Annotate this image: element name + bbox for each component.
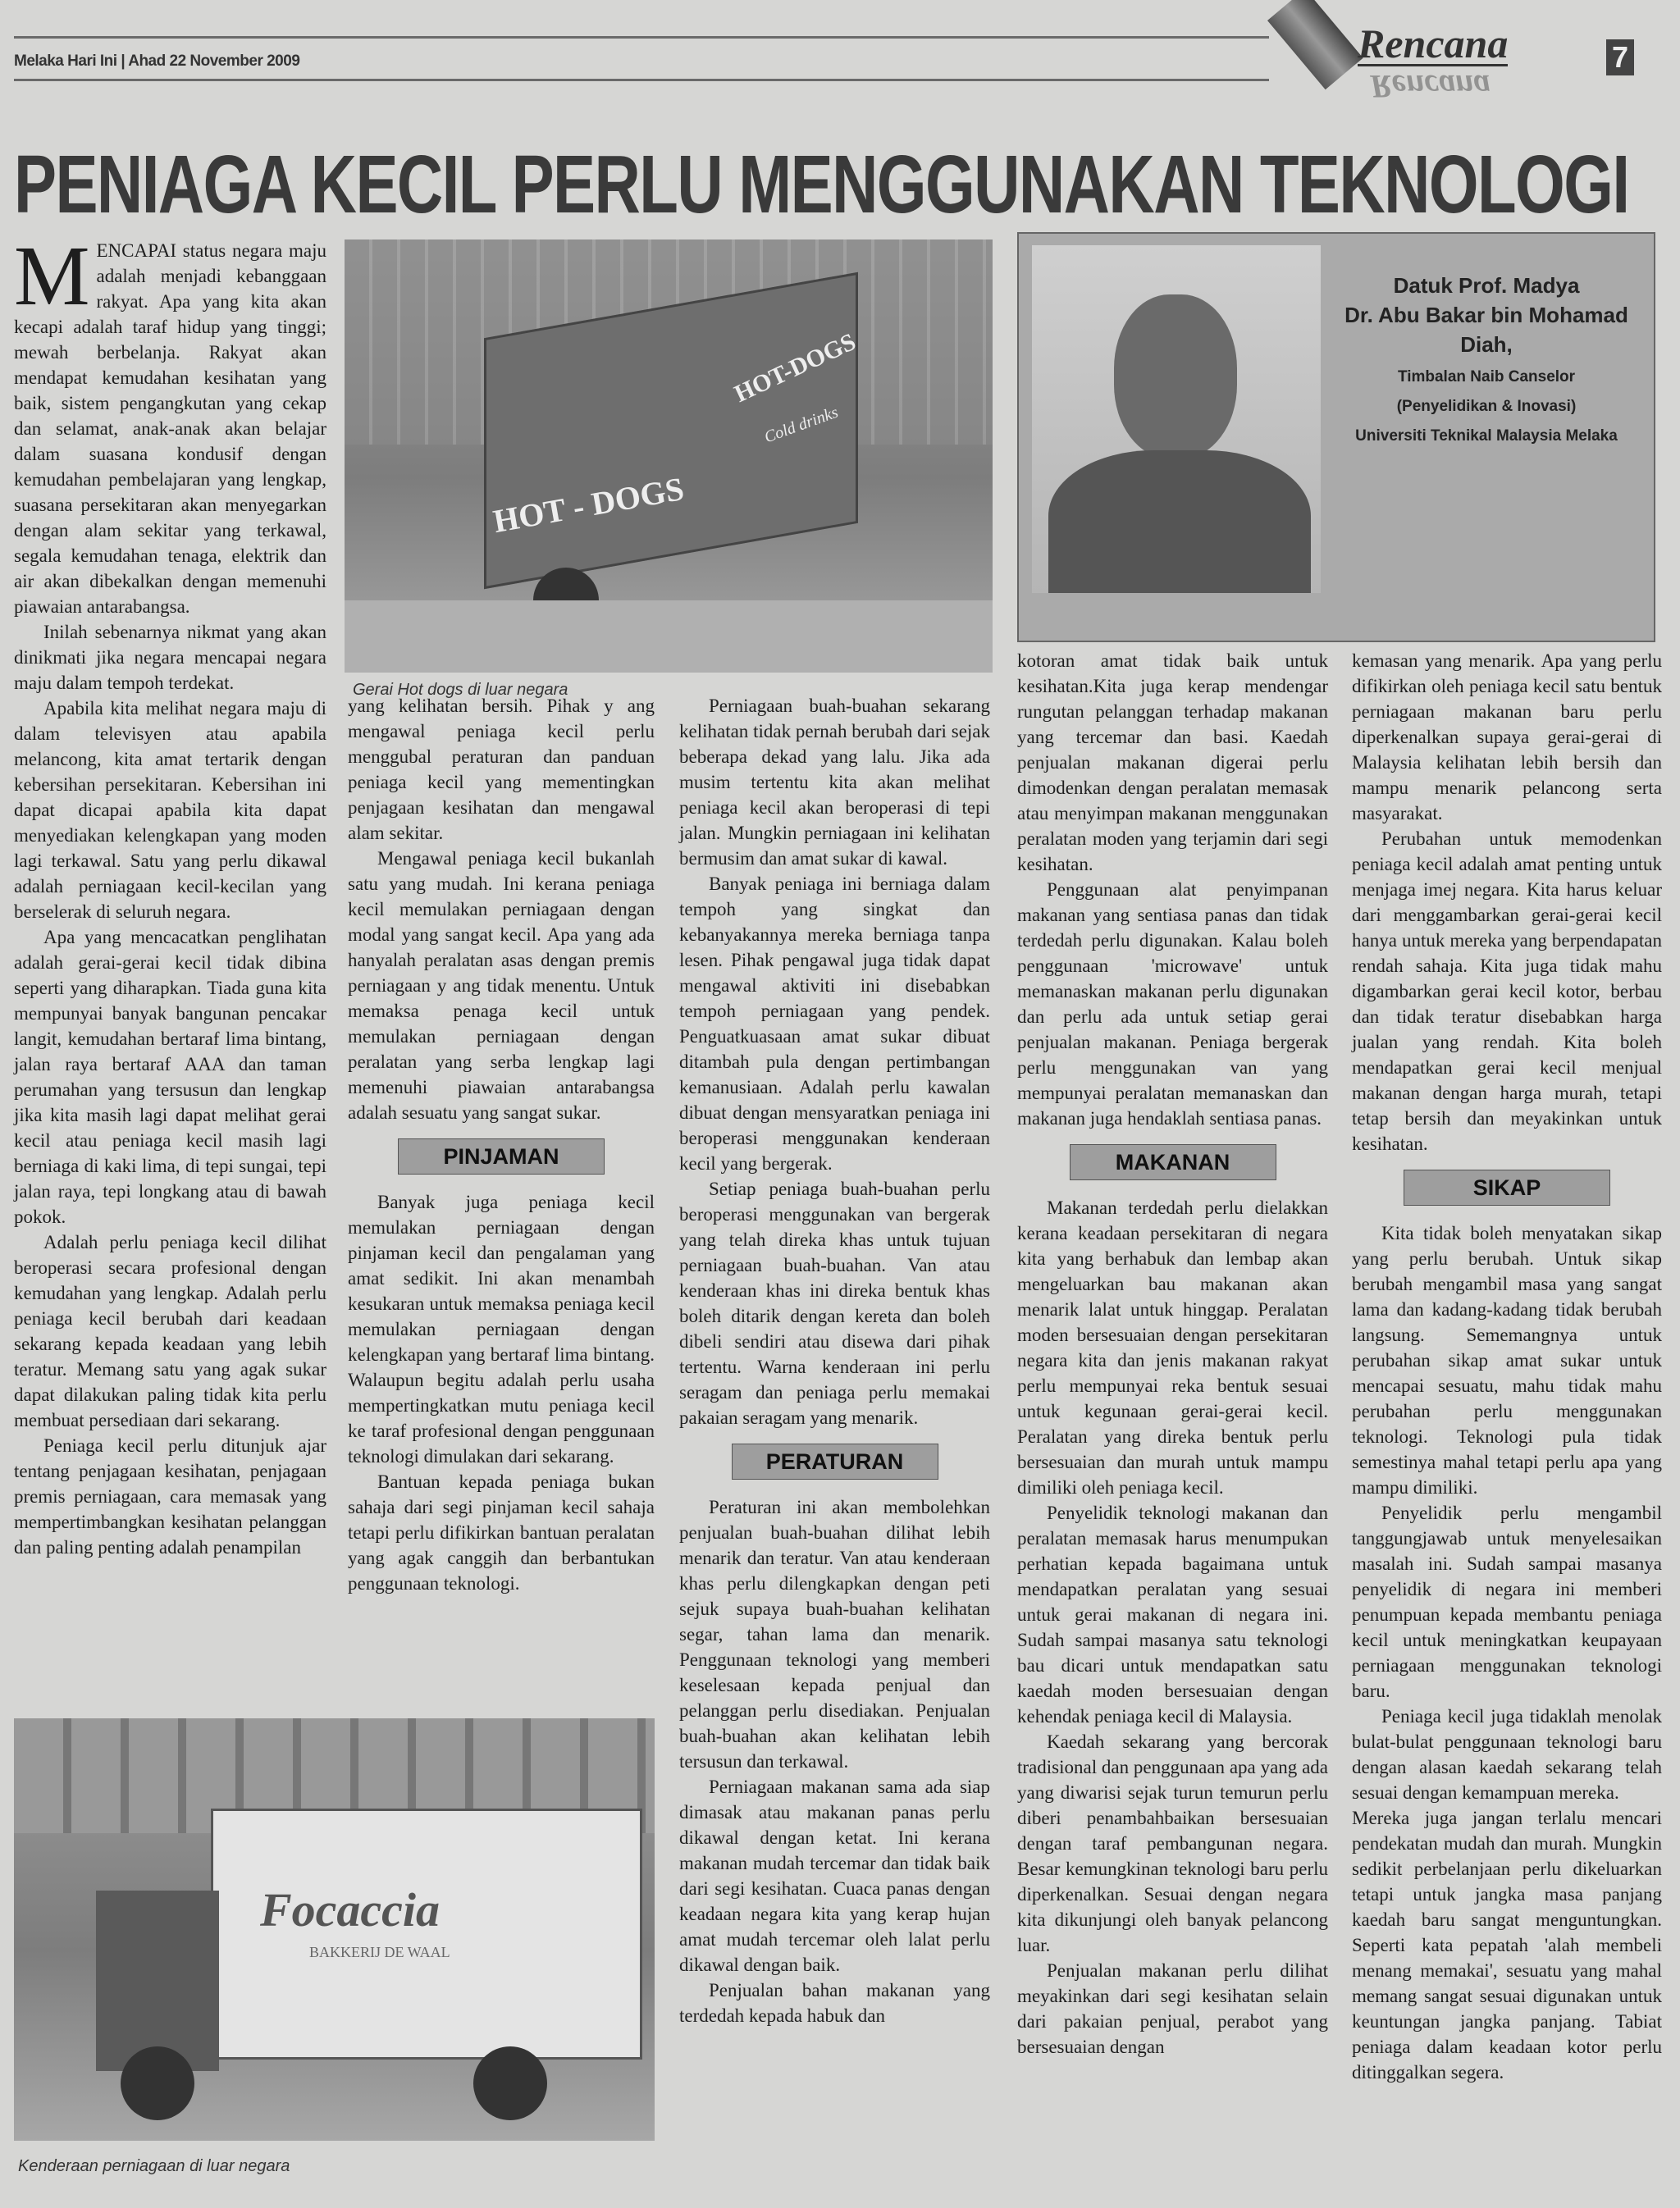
hotdog-stall-photo (345, 240, 993, 673)
subheading: PINJAMAN (398, 1138, 605, 1175)
paragraph: Mereka juga jangan terlalu mencari pendekatan mudah dan murah. Mungkin sedikit perbelanjaan perlu dikeluarkan tetapi untuk jangka masa panjang kaedah baru sangat menguntungkan. Seperti kata pepatah 'alah membeli menang memakai', sesuatu yang mahal memang sangat sesuai digunakan untuk keuntungan jangka panjang. Tabiat peniaga dalam keadaan kotor perlu ditinggalkan segera. (1352, 1808, 1662, 2083)
paragraph: Perniagaan buah-buahan sekarang kelihatan tidak pernah berubah dari sejak beberapa dekad yang lalu. Jika ada musim tertentu kita akan melihat peniaga kecil akan beroperasi di tepi jalan. Mungkin perniagaan ini kelihatan bermusim dan amat sukar di kawal. (679, 696, 990, 869)
pen-icon (1267, 0, 1363, 89)
paragraph: Adalah perlu peniaga kecil dilihat beroperasi secara profesional dengan kemudahan yang lengkap. Adalah perlu peniaga kecil berubah dari keadaan sekarang kepada keadaan yang lebih teratur. Memang satu yang agak sukar dapat dilakukan paling tidak kita perlu membuat persediaan dari sekarang. (14, 1232, 326, 1430)
drop-cap: M (14, 229, 90, 323)
header-rule-bottom (14, 79, 1269, 81)
photo-lettering: BAKKERIJ DE WAAL (309, 1944, 450, 1960)
focaccia-van-photo (14, 1718, 655, 2141)
paragraph: Penyelidik perlu mengambil tanggungjawab untuk menyelesaikan masalah ini. Sudah sampai masanya penyelidik di negara ini memberi penumpuan kepada membantu peniaga kecil untuk meningkatkan keupayaan perniagaan menggunakan teknologi baru. (1352, 1503, 1662, 1701)
section-logo (1259, 16, 1620, 107)
paragraph: Penjualan bahan makanan yang terdedah kepada habuk dan (679, 1980, 990, 2026)
author-portrait (1032, 245, 1321, 593)
author-title: Datuk Prof. Madya (1393, 273, 1580, 298)
paragraph: Peraturan ini akan membolehkan penjualan buah-buahan dilihat lebih menarik dan teratur. Van atau kenderaan khas perlu dilengkapkan dengan peti sejuk supaya buah-buahan kelihatan segar, tahan lama dan menarik. Penggunaan teknologi yang memberi keselesaan kepada penjual dan pelanggan perlu disediakan. Penjualan buah-buahan akan kelihatan lebih tersusun dan terkawal. (679, 1497, 990, 1772)
author-box (1017, 232, 1655, 642)
photo-lettering: Focaccia (260, 1883, 441, 1937)
paragraph: Banyak peniaga ini berniaga dalam tempoh yang singkat dan kebanyakannya mereka berniaga tanpa lesen. Pihak pengawal juga tidak dapat mengawal aktiviti ini disebabkan tempoh perniagaan yang pendek. Penguatkuasaan amat sukar dibuat ditambah pula dengan pertimbangan kemanusiaan. Adalah perlu kawalan dibuat dengan mensyaratkan peniaga ini beroperasi menggunakan kenderaan kecil yang bergerak. (679, 874, 990, 1174)
subheading: PERATURAN (732, 1444, 938, 1480)
author-name-cont: Diah, (1460, 332, 1513, 357)
article-column-3 (679, 693, 990, 2028)
paragraph: Penggunaan alat penyimpanan makanan yang sentiasa panas dan tidak terdedah perlu digunakan. Kalau boleh penggunaan 'microwave' untuk memanaskan makanan perlu digunakan dan perlu ada untuk setiap gerai penjualan makanan. Peniaga bergerak perlu menggunakan van yang mempunyai peralatan memanaskan dan makanan juga hendaklah sentiasa panas. (1017, 879, 1328, 1129)
article-column-1 (14, 229, 326, 1560)
paragraph: Kaedah sekarang yang bercorak tradisional dan penggunaan apa yang ada yang diwarisi sejak turun temurun perlu diberi penambahbaikan bersesuaian dengan taraf pembangunan negara. Besar kemungkinan teknologi baru perlu diperkenalkan. Sesuai dengan negara kita dikunjungi oleh banyak pelancong luar. (1017, 1731, 1328, 1955)
article-column-2 (348, 693, 655, 1596)
paragraph: Penyelidik teknologi makanan dan peralatan memasak harus menumpukan perhatian kepada bagaimana untuk mendapatkan peralatan yang sesuai untuk gerai makanan di negara ini. Sudah sampai masanya satu teknologi bau dicari untuk mendapatkan satu kaedah moden bersesuaian dengan kehendak peniaga kecil di Malaysia. (1017, 1503, 1328, 1727)
photo-lettering: HOT-DOGS (730, 328, 861, 408)
paragraph: kemasan yang menarik. Apa yang perlu difikirkan oleh peniaga kecil satu bentuk perniagaan makanan baru perlu diperkenalkan supaya gerai-gerai di Malaysia kelihatan lebih bersih dan mampu menarik pelancong serta masyarakat. (1352, 650, 1662, 823)
paragraph: Apa yang mencacatkan penglihatan adalah gerai-gerai kecil tidak dibina seperti yang diharapkan. Tiada guna kita mempunyai banyak bangunan pencakar langit, kemudahan bertaraf lima bintang, jalan raya bertaraf AAA dan taman perumahan yang tersusun dan lengkap jika kita masih lagi dapat melihat gerai kecil atau peniaga kecil masih lagi berniaga di kaki lima, di tepi sungai, tepi jalan raya, tepi longkang atau di bawah pokok. (14, 927, 326, 1227)
paragraph: Mengawal peniaga kecil bukanlah satu yang mudah. Ini kerana peniaga kecil memulakan perniagaan dengan modal yang sangat kecil. Apa yang ada hanyalah peralatan asas dengan premis perniagaan y ang tidak menentu. Untuk memaksa penaga kecil untuk memulakan perniagaan dengan peralatan yang serba lengkap lagi memenuhi piawaian antarabangsa adalah sesuatu yang sangat sukar. (348, 848, 655, 1123)
focaccia-photo-caption: Kenderaan perniagaan di luar negara (18, 2157, 290, 2175)
author-unit: (Penyelidikan & Inovasi) (1396, 398, 1577, 415)
subheading: SIKAP (1404, 1170, 1610, 1206)
paragraph (14, 229, 326, 619)
page-number: 7 (1606, 39, 1634, 75)
masthead-date: Melaka Hari Ini | Ahad 22 November 2009 (14, 52, 300, 70)
paragraph: Makanan terdedah perlu dielakkan kerana keadaan persekitaran di negara kita yang berhabuk dan lembap akan mengeluarkan bau makanan akan menarik lalat untuk hinggap. Peralatan moden bersesuaian dengan persekitaran negara kita dan jenis makanan rakyat perlu mempunyai reka bentuk sesuai untuk kegunaan gerai-gerai kecil. Peralatan yang direka bentuk perlu bersesuaian dan murah untuk mampu dimiliki oleh peniaga kecil. (1017, 1198, 1328, 1498)
photo-lettering: HOT - DOGS (490, 469, 687, 541)
paragraph: Peniaga kecil perlu ditunjuk ajar tentang penjagaan kesihatan, penjagaan premis perniagaan, cara memasak yang mempertimbangkan kesihatan pelanggan dan paling penting adalah penampilan (14, 1435, 326, 1558)
paragraph: Penjualan makanan perlu dilihat meyakinkan dari segi kesihatan selain dari pakaian penjual, perabot yang bersesuaian dengan (1017, 1960, 1328, 2057)
author-institution: Universiti Teknikal Malaysia Melaka (1355, 427, 1618, 445)
paragraph: Perubahan untuk memodenkan peniaga kecil adalah amat penting untuk menjaga imej negara. Kita harus keluar dari menggambarkan gerai-gerai kecil hanya untuk mereka yang berpendapatan rendah sahaja. Kita juga tidak mahu digambarkan gerai kecil kotor, berbau dan tidak teratur disebabkan harga jualan yang rendah. Kita boleh mendapatkan gerai kecil menjual makanan dengan harga murah, tetapi tetap bersih dan meyakinkan untuk kesihatan. (1352, 828, 1662, 1154)
author-name: Dr. Abu Bakar bin Mohamad (1344, 303, 1628, 327)
section-name-reflection: Rencana (1370, 68, 1491, 105)
paragraph: Perniagaan makanan sama ada siap dimasak atau makanan panas perlu dikawal dengan ketat. Ini kerana makanan mudah tercemar dan tidak baik dari segi kesihatan. Cuaca panas dengan keadaan negara kita yang kerap hujan amat mudah tercemar oleh lalat perlu dikawal dengan baik. (679, 1777, 990, 1975)
paragraph: kotoran amat tidak baik untuk kesihatan.Kita juga kerap mendengar rungutan pelanggan terhadap makanan yang tercemar dan basi. Kaedah penjualan makanan digerai perlu dimodenkan dengan peralatan memasak atau menyimpan makanan menggunakan peralatan moden yang terjamin dari segi kesihatan. (1017, 650, 1328, 874)
photo-lettering: Cold drinks (761, 403, 841, 447)
paragraph: Banyak juga peniaga kecil memulakan perniagaan dengan pinjaman kecil dan pengalaman yang amat sedikit. Ini akan menambah kesukaran untuk memaksa peniaga kecil memulakan perniagaan dengan kelengkapan yang bertaraf lima bintang. Walaupun begitu adalah perlu usaha mempertingkatkan mutu peniaga kecil ke taraf profesional dengan penggunaan teknologi dimulakan dari sekarang. (348, 1192, 655, 1467)
paragraph: Kita tidak boleh menyatakan sikap yang perlu berubah. Untuk sikap berubah mengambil masa yang sangat lama dan kadang-kadang tidak berubah langsung. Sememangnya untuk perubahan sikap amat sukar untuk mencapai sesuatu, mahu tidak mahu perubahan perlu menggunakan teknologi. Teknologi pula tidak semestinya mahal tetapi perlu apa yang mampu dimiliki. (1352, 1223, 1662, 1498)
paragraph: Peniaga kecil juga tidaklah menolak bulat-bulat penggunaan teknologi baru dengan alasan kaedah sekarang telah sesuai dengan kemampuan mereka. (1352, 1706, 1662, 1803)
paragraph: Apabila kita melihat negara maju di dalam televisyen atau apabila melancong, kita amat tertarik dengan kebersihan persekitaran. Kebersihan ini dapat dicapai apabila kita dapat menyediakan kelengkapan yang moden lagi terkawal. Satu yang perlu dikawal adalah perniagaan kecil-kecilan yang berselerak di seluruh negara. (14, 698, 326, 922)
subheading: MAKANAN (1070, 1144, 1276, 1180)
paragraph: Inilah sebenarnya nikmat yang akan dinikmati jika negara mencapai negara maju dalam tempoh terdekat. (14, 622, 326, 693)
author-position: Timbalan Naib Canselor (1397, 368, 1576, 385)
article-column-5 (1352, 648, 1662, 2085)
headline: PENIAGA KECIL PERLU MENGGUNAKAN TEKNOLOGI (14, 139, 1629, 230)
hotdog-photo-caption: Gerai Hot dogs di luar negara (353, 681, 568, 699)
paragraph: Bantuan kepada peniaga bukan sahaja dari segi pinjaman kecil sahaja tetapi perlu difikirkan bantuan peralatan yang agak canggih dan berbantukan penggunaan teknologi. (348, 1471, 655, 1594)
lead-text: ENCAPAI status negara maju adalah menjadi kebanggaan rakyat. Apa yang kita akan kecapi adalah taraf hidup yang tinggi; mewah berbelanja. Rakyat akan mendapat kemudahan kesihatan yang baik, sistem pengangkutan yang cekap dan selamat, anak-anak akan belajar dalam suasana kondusif dengan kemudahan pembelajaran yang lengkap, suasana persekitaran akan menyegarkan dengan alam sekitar yang terkawal, segala kemudahan tenaga, elektrik dan air akan dibekalkan dengan memenuhi piawaian antarabangsa. (14, 240, 326, 617)
paragraph: Setiap peniaga buah-buahan perlu beroperasi menggunakan van bergerak yang telah direka khas untuk tujuan perniagaan buah-buahan. Van atau kenderaan khas ini direka bentuk khas boleh ditarik dengan kereta dan boleh dibeli sendiri atau disewa dari pihak tertentu. Warna kenderaan ini perlu seragam dan peniaga perlu memakai pakaian seragam yang menarik. (679, 1179, 990, 1428)
header-rule-top (14, 36, 1269, 39)
section-name: Rencana (1358, 21, 1509, 66)
article-column-4 (1017, 648, 1328, 2060)
paragraph: yang kelihatan bersih. Pihak y ang mengawal peniaga kecil perlu menggubal peraturan dan panduan peniaga kecil yang mementingkan penjagaan kesihatan dan mengawal alam sekitar. (348, 696, 655, 843)
